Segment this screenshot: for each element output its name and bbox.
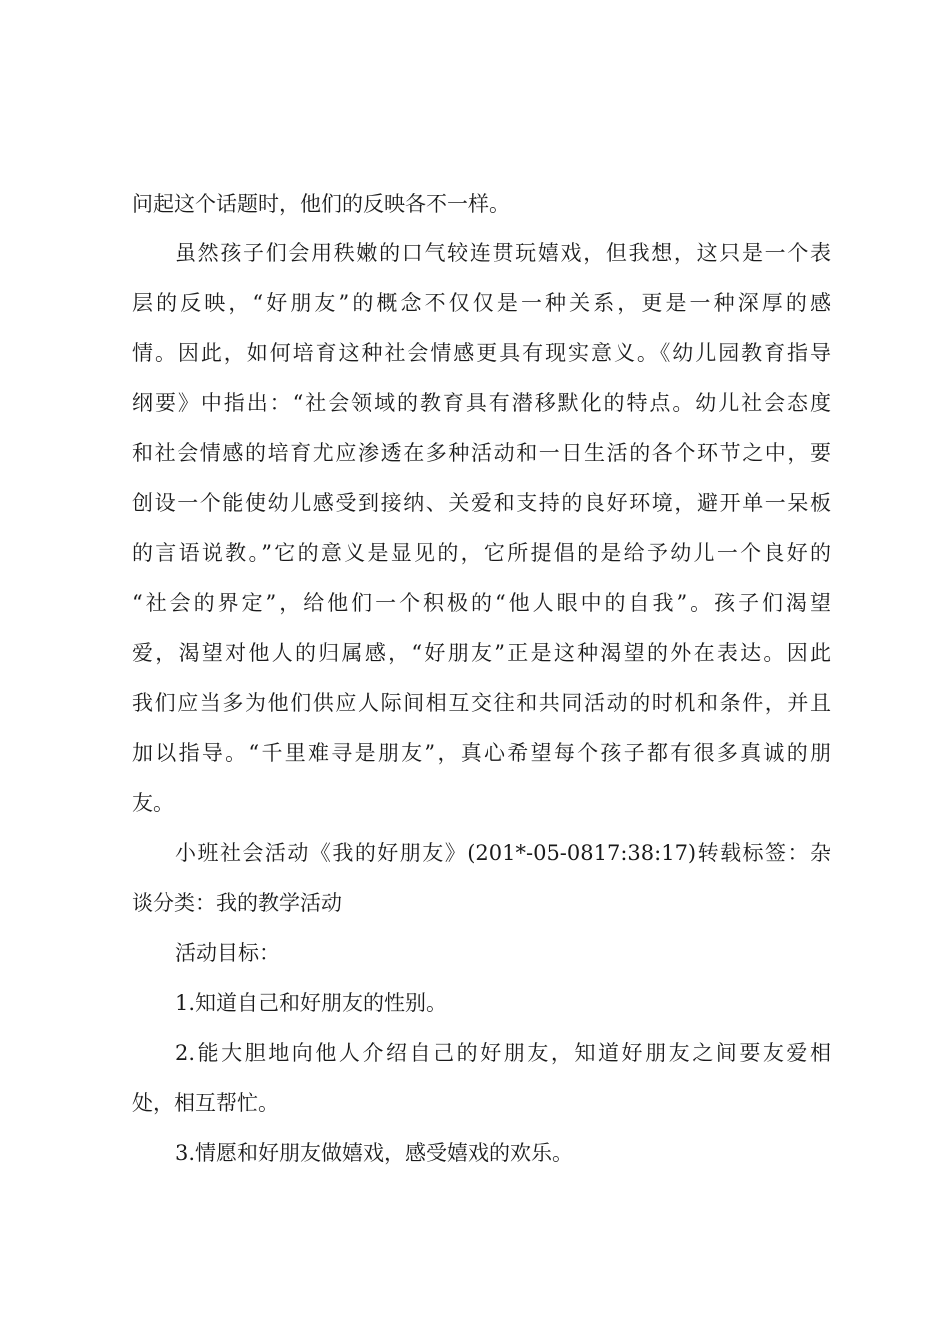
text-line: 3.情愿和好朋友做嬉戏，感受嬉戏的欢乐。 <box>175 1141 574 1165</box>
text-line: 层的反映，“好朋友”的概念不仅仅是一种关系，更是一种深厚的感 <box>132 291 831 315</box>
text-line: 小班社会活动《我的好朋友》(201*-05-0817:38:17)转载标签：杂 <box>175 841 831 865</box>
text-line: 和社会情感的培育尤应渗透在多种活动和一日生活的各个环节之中，要 <box>132 441 831 465</box>
text-line: 情。因此，如何培育这种社会情感更具有现实意义。《幼儿园教育指导 <box>132 341 831 365</box>
text-line: 1.知道自己和好朋友的性别。 <box>175 991 448 1015</box>
text-line: 2.能大胆地向他人介绍自己的好朋友，知道好朋友之间要友爱相 <box>175 1041 831 1065</box>
text-line: 友。 <box>132 791 174 815</box>
text-line: 的言语说教。”它的意义是显见的，它所提倡的是给予幼儿一个良好的 <box>132 541 831 565</box>
text-line: 虽然孩子们会用秩嫩的口气较连贯玩嬉戏，但我想，这只是一个表 <box>175 241 831 265</box>
text-line: 谈分类：我的教学活动 <box>132 891 342 915</box>
text-line: 加以指导。“千里难寻是朋友”，真心希望每个孩子都有很多真诚的朋 <box>132 741 831 765</box>
text-line: 纲要》中指出：“社会领域的教育具有潜移默化的特点。幼儿社会态度 <box>132 391 831 415</box>
text-line: 问起这个话题时，他们的反映各不一样。 <box>132 192 510 216</box>
text-line: 处，相互帮忙。 <box>132 1091 279 1115</box>
text-line: 活动目标： <box>175 941 280 965</box>
text-line: 创设一个能使幼儿感受到接纳、关爱和支持的良好环境，避开单一呆板 <box>132 491 831 515</box>
text-line: “社会的界定”，给他们一个积极的“他人眼中的自我”。孩子们渴望 <box>132 591 831 615</box>
text-line: 爱，渴望对他人的归属感，“好朋友”正是这种渴望的外在表达。因此 <box>132 641 831 665</box>
text-line: 我们应当多为他们供应人际间相互交往和共同活动的时机和条件，并且 <box>132 691 831 715</box>
